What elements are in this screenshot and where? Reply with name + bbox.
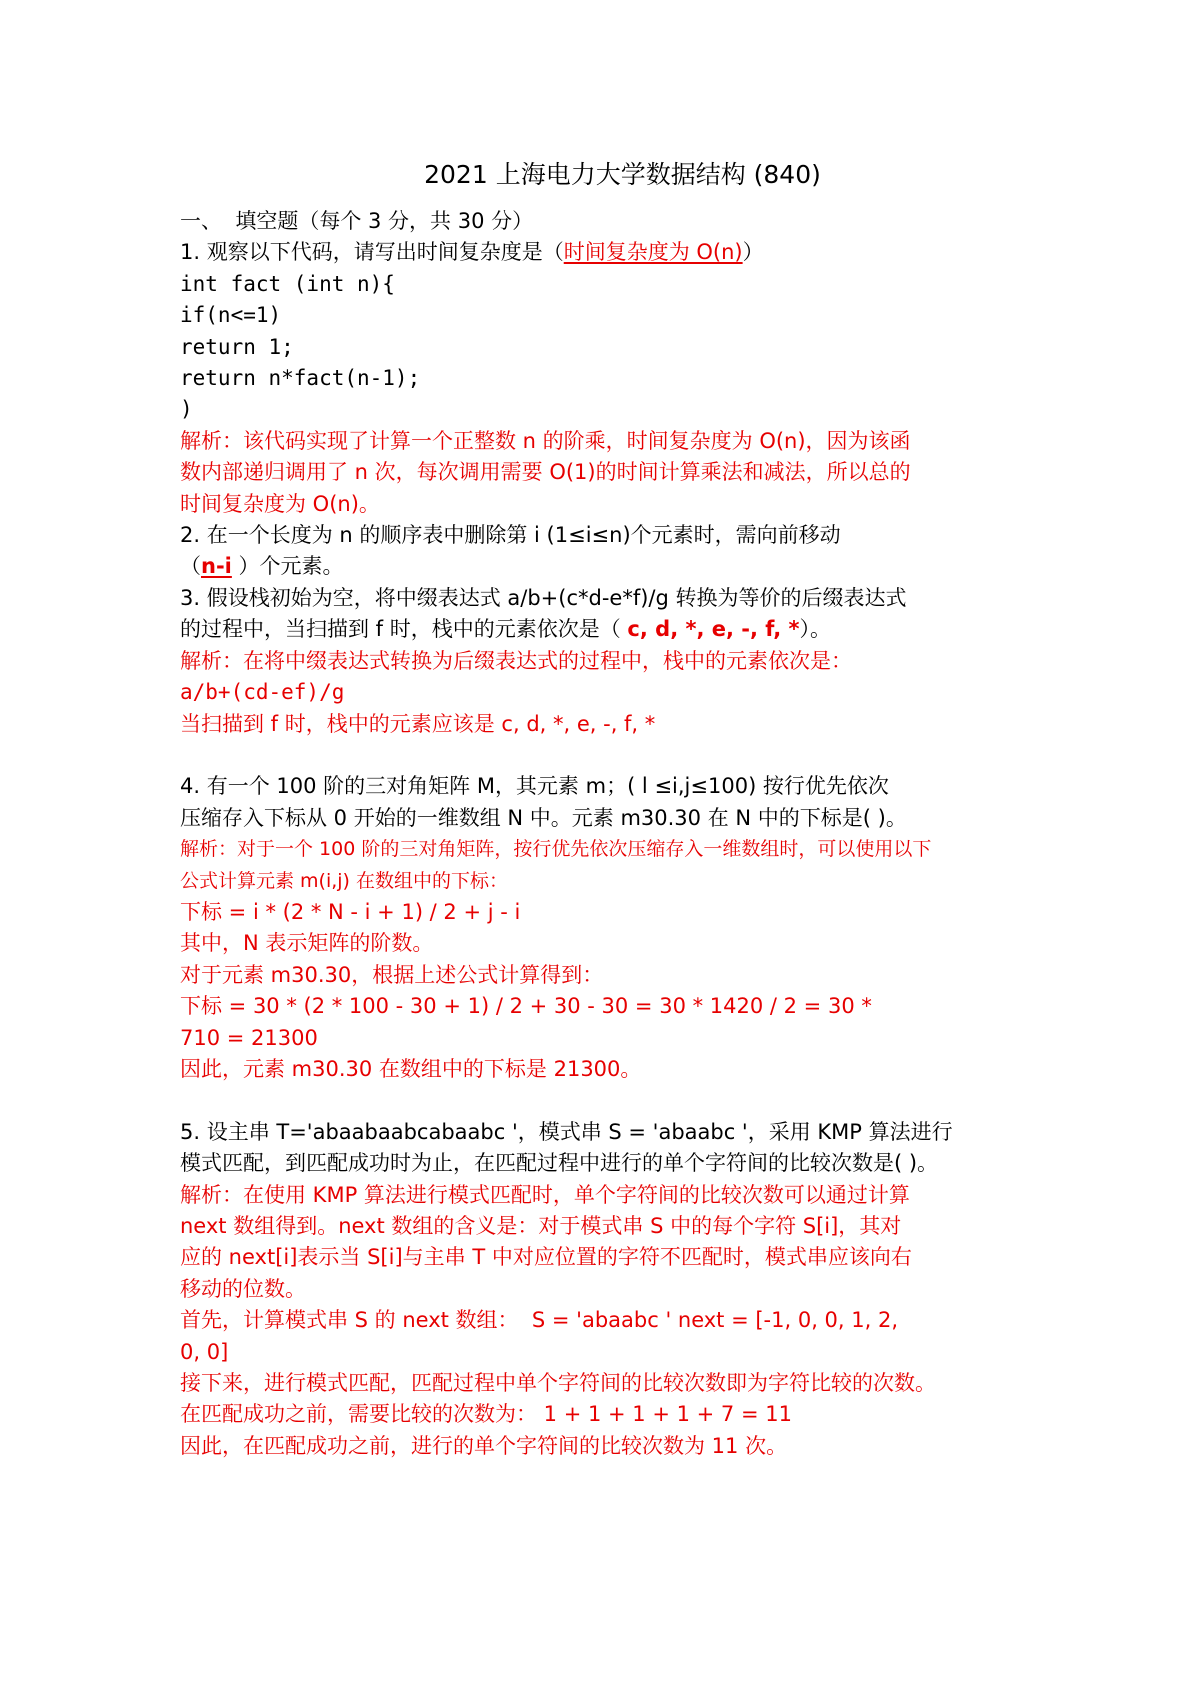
question-5-analysis: 移动的位数。	[180, 1276, 306, 1301]
code-line: )	[180, 397, 193, 422]
question-1-close: ）	[742, 240, 764, 265]
question-4-stem: 4. 有一个 100 阶的三对角矩阵 M，其元素 m；( l ≤i,j≤100) 按行优先依次	[180, 774, 889, 799]
question-1-answer: 时间复杂度为 O(n)	[563, 240, 743, 265]
question-2-stem: 2. 在一个长度为 n 的顺序表中删除第 i (1≤i≤n)个元素时，需向前移动	[180, 523, 841, 548]
question-5-analysis: 0, 0]	[180, 1339, 229, 1364]
question-4-analysis: 其中，N 表示矩阵的阶数。	[180, 931, 434, 956]
question-1-stem	[180, 237, 1040, 268]
question-4-stem: 压缩存入下标从 0 开始的一维数组 N 中。元素 m30.30 在 N 中的下标是( )。	[180, 805, 907, 830]
spacer	[180, 740, 1040, 771]
question-5-analysis: 因此，在匹配成功之前，进行的单个字符间的比较次数为 11 次。	[180, 1433, 788, 1458]
question-3-analysis: a/b+(cd-ef)/g	[180, 680, 345, 705]
question-4-analysis: 下标 = 30 * (2 * 100 - 30 + 1) / 2 + 30 - 30 = 30 * 1420 / 2 = 30 *	[180, 994, 872, 1019]
question-5-analysis: 应的 next[i]表示当 S[i]与主串 T 中对应位置的字符不匹配时，模式串应该向右	[180, 1245, 912, 1270]
question-5-stem: 5. 设主串 T='abaabaabcabaabc '，模式串 S = 'abaabc '，采用 KMP 算法进行	[180, 1119, 953, 1144]
question-5-analysis: 首先，计算模式串 S 的 next 数组： S = 'abaabc ' next = [-1, 0, 0, 1, 2,	[180, 1308, 899, 1333]
code-line: return n*fact(n-1);	[180, 366, 421, 391]
question-4-analysis: 710 = 21300	[180, 1025, 318, 1050]
question-3-close: ）。	[799, 617, 832, 642]
document-title: 2021 上海电力大学数据结构 (840)	[424, 160, 821, 189]
code-line: int fact (int n){	[180, 271, 395, 296]
question-1-analysis: 解析：该代码实现了计算一个正整数 n 的阶乘，时间复杂度为 O(n)，因为该函	[180, 428, 911, 453]
question-5-analysis: 接下来，进行模式匹配，匹配过程中单个字符间的比较次数即为字符比较的次数。	[180, 1371, 936, 1395]
question-1-analysis: 时间复杂度为 O(n)。	[180, 491, 380, 516]
question-5-analysis: 在匹配成功之前，需要比较的次数为： 1 + 1 + 1 + 1 + 7 = 11	[180, 1402, 792, 1427]
question-2-answer: n-i	[201, 554, 232, 579]
question-5-analysis: 解析：在使用 KMP 算法进行模式匹配时，单个字符间的比较次数可以通过计算	[180, 1182, 910, 1207]
question-4-analysis: 对于元素 m30.30，根据上述公式计算得到：	[180, 962, 604, 987]
spacer	[180, 1085, 1040, 1116]
question-4-analysis: 下标 = i * (2 * N - i + 1) / 2 + j - i	[180, 899, 521, 924]
question-5-stem: 模式匹配，到匹配成功时为止，在匹配过程中进行的单个字符间的比较次数是( )。	[180, 1151, 939, 1176]
code-line: return 1;	[180, 334, 294, 359]
question-2-open: （	[180, 554, 201, 579]
question-2-stem-cont	[180, 551, 1040, 582]
section-heading: 一、 填空题（每个 3 分，共 30 分）	[180, 209, 534, 233]
question-1-text: 1. 观察以下代码，请写出时间复杂度是（	[180, 240, 564, 265]
question-4-analysis: 因此，元素 m30.30 在数组中的下标是 21300。	[180, 1056, 642, 1081]
question-3-answer: c, d, *, e, -, f, *	[627, 617, 800, 642]
question-3-analysis: 解析：在将中缀表达式转换为后缀表达式的过程中，栈中的元素依次是：	[180, 648, 852, 673]
code-line: if(n<=1)	[180, 303, 282, 328]
question-1-analysis: 数内部递归调用了 n 次，每次调用需要 O(1)的时间计算乘法和减法，所以总的	[180, 460, 911, 485]
question-3-text: 的过程中，当扫描到 f 时，栈中的元素依次是（	[180, 617, 628, 642]
question-3-analysis: 当扫描到 f 时，栈中的元素应该是 c, d, *, e, -, f, *	[180, 711, 656, 736]
question-2-close: ）个元素。	[231, 554, 344, 579]
document-body	[180, 206, 1040, 1462]
question-4-analysis: 公式计算元素 m(i,j) 在数组中的下标：	[180, 869, 509, 892]
question-3-stem-cont	[180, 614, 1040, 645]
question-5-analysis: next 数组得到。next 数组的含义是：对于模式串 S 中的每个字符 S[i]，其对	[180, 1213, 902, 1238]
question-4-analysis: 解析：对于一个 100 阶的三对角矩阵，按行优先依次压缩存入一维数组时，可以使用以下	[180, 838, 932, 861]
question-3-stem: 3. 假设栈初始为空，将中缀表达式 a/b+(c*d-e*f)/g 转换为等价的后缀表达式	[180, 585, 907, 610]
